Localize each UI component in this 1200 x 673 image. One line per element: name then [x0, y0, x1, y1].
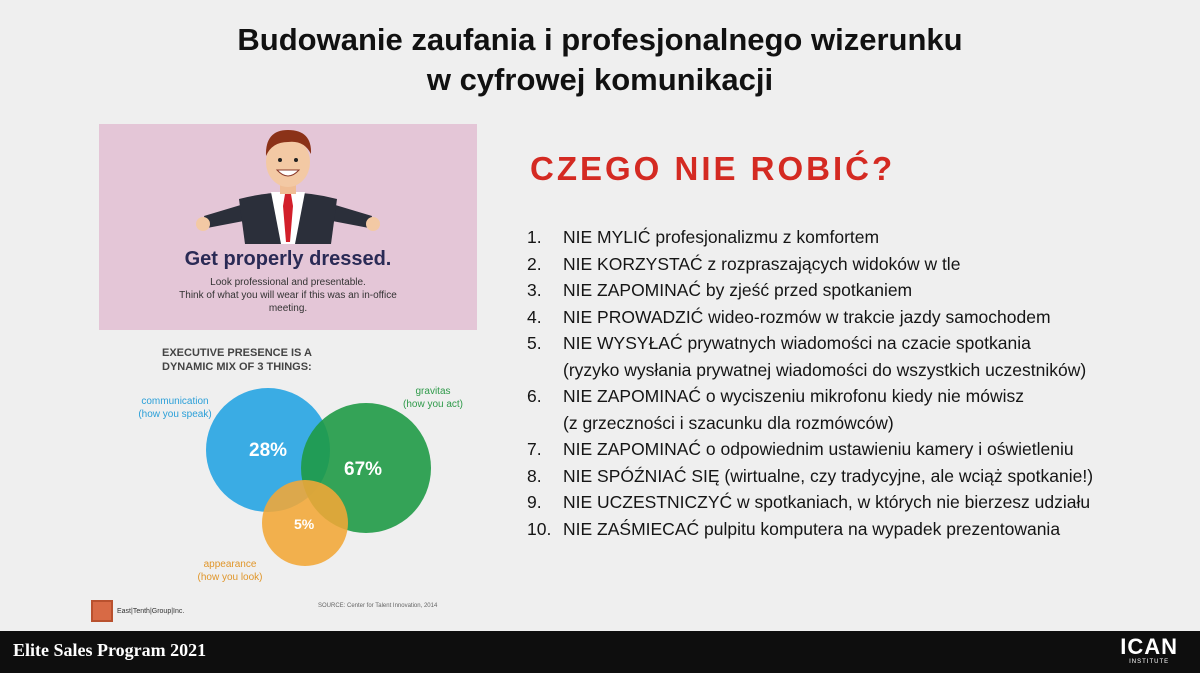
list-item-number: 4. [527, 306, 542, 327]
list-item-text: NIE MYLIĆ profesjonalizmu z komfortem [563, 227, 880, 247]
list-item-number: 1. [527, 227, 542, 247]
list-item [527, 516, 1187, 543]
appearance-label-text: appearance [203, 559, 257, 570]
list-item-text: NIE ZAPOMINAĆ o wyciszeniu mikrofonu kiedy nie mówisz [563, 386, 1024, 406]
list-item [527, 489, 1187, 516]
gravitas-sub-text: (how you act) [402, 399, 464, 410]
appearance-sub-text: (how you look) [197, 572, 263, 583]
list-item-text: (ryzyko wysłania prywatnej wiadomości do wszystkich uczestników) [563, 359, 1087, 380]
list-item-number: 7. [527, 439, 542, 459]
list-item-text: NIE ZAPOMINAĆ by zjeść przed spotkaniem [563, 280, 913, 300]
dress-heading: Get properly dressed. [184, 248, 392, 270]
list-item-number: 6. [527, 386, 542, 406]
venn-heading-line1: EXECUTIVE PRESENCE IS A [162, 347, 312, 359]
appearance-percentage: 5% [294, 516, 315, 532]
list-item-text: NIE KORZYSTAĆ z rozpraszających widoków w tle [563, 253, 961, 274]
list-item-number: 8. [527, 465, 542, 486]
dress-subtext-line3: meeting. [268, 303, 308, 314]
gravitas-label [393, 385, 473, 411]
list-item [527, 330, 1187, 357]
communication-label [120, 395, 230, 421]
ican-institute-logo [1120, 636, 1178, 666]
list-item [527, 304, 1187, 331]
list-item [527, 277, 1187, 304]
list-item-number: 9. [527, 492, 542, 512]
logo-text: East|Tenth|Group|Inc. [117, 607, 185, 615]
list-item [527, 463, 1187, 490]
ican-logo-subtext: INSTITUTE [1129, 659, 1170, 665]
dress-illustration-card [99, 124, 477, 330]
list-item [527, 224, 1187, 251]
rules-list [527, 224, 1187, 542]
list-item-text: NIE WYSYŁAĆ prywatnych wiadomości na czacie spotkania [563, 333, 1031, 353]
appearance-label [180, 558, 280, 584]
section-heading: CZEGO NIE ROBIĆ? [530, 150, 896, 187]
slide-title-line2: w cyfrowej komunikacji [426, 62, 774, 97]
list-item-number [527, 410, 563, 437]
bottom-bar [0, 631, 1200, 673]
dress-subtext-line1: Look professional and presentable. [210, 277, 366, 288]
east-tenth-group-logo [91, 600, 184, 622]
venn-heading-line2: DYNAMIC MIX OF 3 THINGS: [162, 361, 312, 373]
list-item-text: NIE SPÓŹNIAĆ SIĘ (wirtualne, czy tradycyjne, ale wciąż spotkanie!) [563, 465, 1094, 486]
communication-percentage: 28% [249, 440, 288, 461]
venn-heading [162, 346, 402, 374]
list-item-number: 3. [527, 280, 542, 300]
list-item-number: 2. [527, 253, 542, 274]
list-item-text: NIE PROWADZIĆ wideo-rozmów w trakcie jazdy samochodem [563, 306, 1051, 327]
slide-title [0, 20, 1200, 100]
list-item-text: (z grzeczności i szacunku dla rozmówców) [563, 412, 894, 433]
logo-square-icon [91, 600, 113, 622]
source-citation: SOURCE: Center for Talent Innovation, 2014 [318, 603, 438, 609]
list-item-text: NIE UCZESTNICZYĆ w spotkaniach, w których nie bierzesz udziału [563, 492, 1091, 512]
list-item [527, 436, 1187, 463]
dress-subtext-line2: Think of what you will wear if this was an in-office [179, 290, 397, 301]
communication-sub-text: (how you speak) [138, 409, 212, 420]
slide-title-line1: Budowanie zaufania i profesjonalnego wizerunku [237, 22, 963, 57]
list-item [527, 251, 1187, 278]
list-item-number [527, 357, 563, 384]
communication-label-text: communication [141, 396, 209, 407]
program-name: Elite Sales Program 2021 [13, 640, 207, 660]
list-item [527, 410, 1187, 437]
list-item-text: NIE ZAPOMINAĆ o odpowiednim ustawieniu kamery i oświetleniu [563, 439, 1074, 459]
gravitas-percentage: 67% [344, 459, 383, 480]
list-item-number: 10. [527, 518, 552, 539]
list-item-text: NIE ZAŚMIECAĆ pulpitu komputera na wypadek prezentowania [563, 518, 1061, 539]
list-item-number: 5. [527, 333, 542, 353]
list-item [527, 357, 1187, 384]
ican-logo-text: ICAN [1120, 634, 1178, 659]
dress-subtext [119, 276, 457, 315]
gravitas-label-text: gravitas [415, 386, 451, 397]
list-item [527, 383, 1187, 410]
